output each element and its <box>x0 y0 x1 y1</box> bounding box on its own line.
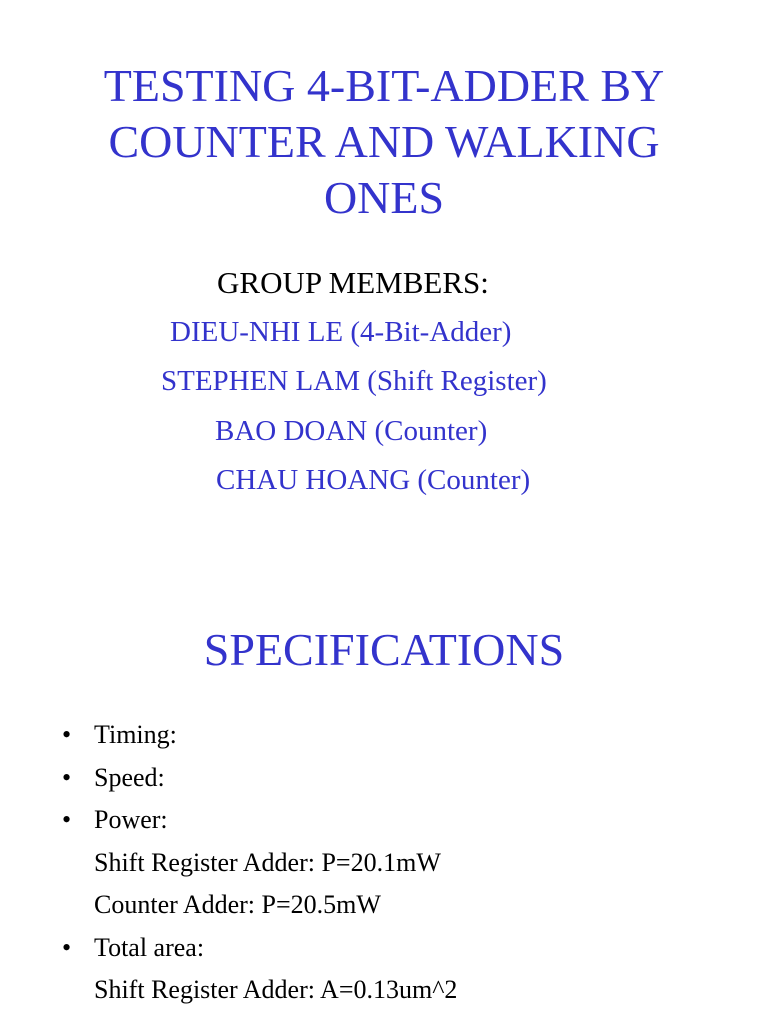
bullet-icon: • <box>62 720 72 749</box>
spec-item-text: Speed: <box>94 762 165 792</box>
spec-subitem <box>62 842 752 885</box>
group-member: CHAU HOANG (Counter) <box>216 464 531 496</box>
spec-item-text: Power: <box>94 805 168 834</box>
spec-item <box>62 757 752 800</box>
bullet-icon: • <box>62 762 72 792</box>
bullet-icon: • <box>62 805 72 834</box>
specifications-list <box>62 714 752 1012</box>
bullet-icon: • <box>62 932 72 962</box>
spec-subitem-text: Shift Register Adder: A=0.13um^2 <box>94 975 458 1004</box>
group-member: BAO DOAN (Counter) <box>215 415 488 447</box>
spec-subitem-text: Shift Register Adder: P=20.1mW <box>94 847 441 877</box>
spec-subitem-text: Counter Adder: P=20.5mW <box>94 890 381 919</box>
spec-subitem <box>62 969 752 1012</box>
slide-title-line: COUNTER AND WALKING <box>108 116 660 167</box>
group-member: STEPHEN LAM (Shift Register) <box>161 365 547 397</box>
slide-title-line: ONES <box>323 172 445 223</box>
spec-item <box>62 799 752 842</box>
spec-item-text: Timing: <box>94 720 177 749</box>
group-member: DIEU-NHI LE (4-Bit-Adder) <box>170 316 512 348</box>
spec-item <box>62 927 752 970</box>
specifications-title: SPECIFICATIONS <box>203 624 565 675</box>
slide-title <box>0 58 768 226</box>
group-members-heading: GROUP MEMBERS: <box>217 265 489 300</box>
spec-subitem <box>62 884 752 927</box>
spec-item <box>62 714 752 757</box>
spec-item-text: Total area: <box>94 932 205 962</box>
slide-title-line: TESTING 4-BIT-ADDER BY <box>103 60 665 111</box>
